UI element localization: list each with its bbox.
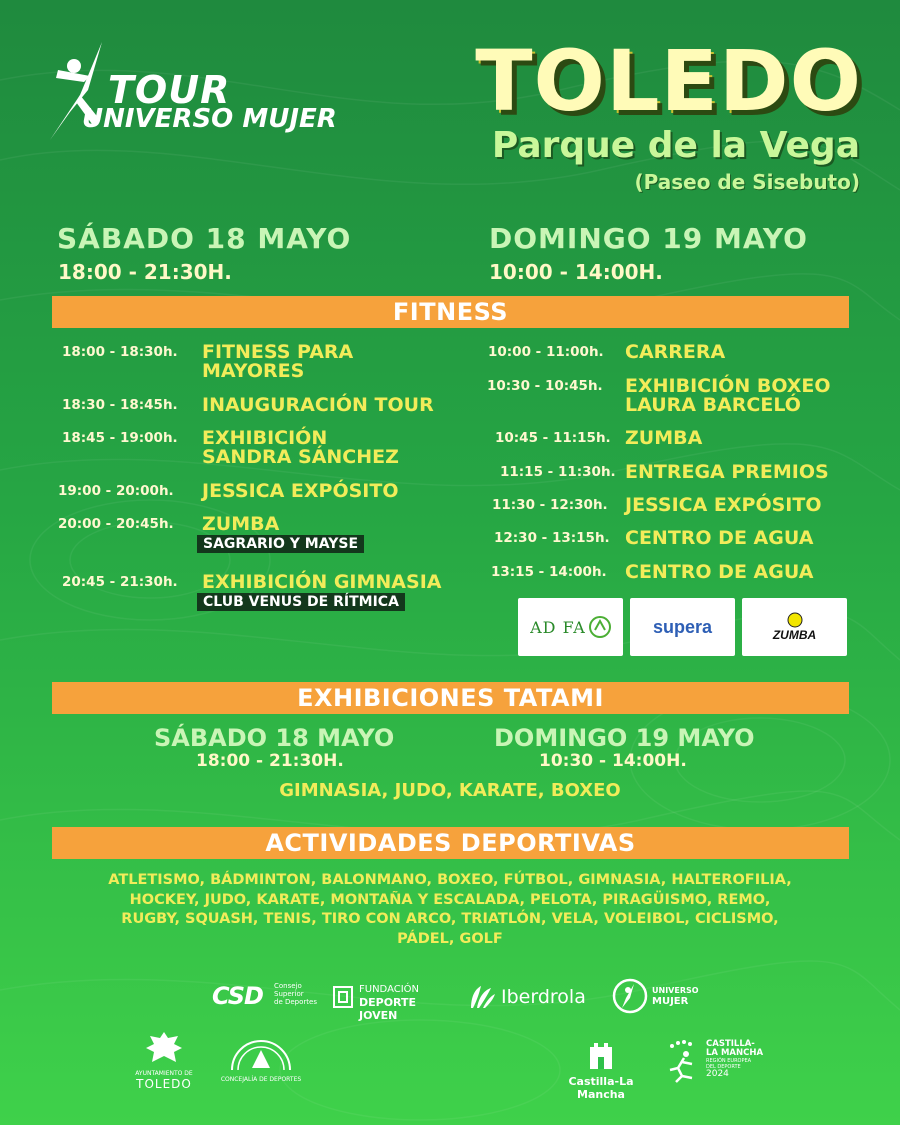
supera-logo	[630, 598, 735, 656]
slot-time: 12:30 - 13:15h.	[494, 530, 610, 546]
sunday-title: DOMINGO 19 MAYO	[489, 222, 808, 255]
sports-line: ATLETISMO, BÁDMINTON, BALONMANO, BOXEO, FÚTBOL, GIMNASIA, HALTEROFILIA,	[108, 872, 792, 888]
region-line: REGIÓN EUROPEA	[706, 1058, 752, 1064]
adfa-emblem-icon	[589, 616, 611, 638]
slot-time: 18:00 - 18:30h.	[62, 344, 178, 360]
concejalia-arch-icon	[226, 1032, 296, 1072]
csd-logo	[212, 982, 322, 1014]
tatami-saturday-title: SÁBADO 18 MAYO	[154, 724, 395, 752]
csd-mark: CSD	[212, 982, 263, 1010]
ayuntamiento-toledo-logo	[132, 1030, 196, 1090]
venue-title: Parque de la Vega	[491, 125, 860, 166]
ayuntamiento-line-1: AYUNTAMIENTO DE	[135, 1070, 193, 1077]
slot-activity: CARRERA	[625, 341, 726, 363]
slot-time: 18:45 - 19:00h.	[62, 430, 178, 446]
fundacion-line-1: FUNDACIÓN	[359, 984, 420, 995]
iberdrola-logo	[467, 982, 587, 1012]
logo-line-1: TOUR	[108, 68, 231, 112]
slot-activity: EXHIBICIÓN	[202, 427, 328, 449]
slot-activity: ENTREGA PREMIOS	[625, 461, 829, 483]
slot-activity: EXHIBICIÓN BOXEO	[625, 375, 831, 397]
slot-time: 18:30 - 18:45h.	[62, 397, 178, 413]
slot-activity: CENTRO DE AGUA	[625, 527, 814, 549]
sports-line: HOCKEY, JUDO, KARATE, MONTAÑA Y ESCALADA, PELOTA, PIRAGÜISMO, REMO,	[129, 891, 771, 908]
slot-activity: CENTRO DE AGUA	[625, 561, 814, 583]
sports-list	[0, 871, 900, 949]
slot-time: 19:00 - 20:00h.	[58, 483, 174, 499]
saturday-title: SÁBADO 18 MAYO	[57, 222, 352, 255]
csd-text	[274, 982, 317, 1006]
concejalia-deportes-logo	[220, 1032, 302, 1088]
universo-mujer-line-1: UNIVERSO	[652, 986, 699, 995]
universo-mujer-emblem-icon	[612, 978, 648, 1014]
zumba-logo-text: ZUMBA	[772, 628, 817, 642]
tour-universo-mujer-logo	[40, 40, 360, 150]
sunday-hours: 10:00 - 14:00H.	[489, 260, 663, 284]
city-title: TOLEDO	[475, 32, 862, 130]
fundacion-deporte-joven-logo	[333, 984, 443, 1022]
clm-castle-icon	[586, 1033, 616, 1071]
fitness-banner: FITNESS	[52, 296, 849, 328]
slot-activity: JESSICA EXPÓSITO	[202, 480, 399, 502]
slot-activity: SANDRA SÁNCHEZ	[202, 446, 399, 468]
tatami-sunday-title: DOMINGO 19 MAYO	[494, 724, 755, 752]
slot-activity: EXHIBICIÓN GIMNASIA	[202, 571, 442, 593]
region-line: 2024	[706, 1069, 729, 1079]
zumba-logo	[742, 598, 847, 656]
concejalia-text: CONCEJALÍA DE DEPORTES	[220, 1076, 302, 1083]
fundacion-line-2: DEPORTE JOVEN	[359, 996, 417, 1022]
running-figure-icon	[664, 1040, 702, 1084]
tatami-saturday-hours: 18:00 - 21:30H.	[196, 751, 344, 771]
sports-line: RUGBY, SQUASH, TENIS, TIRO CON ARCO, TRIATLÓN, VELA, VOLEIBOL, CICLISMO,	[121, 911, 779, 927]
slot-activity: ZUMBA	[202, 513, 280, 535]
adfa-logo	[518, 598, 623, 656]
saturday-hours: 18:00 - 21:30H.	[58, 260, 232, 284]
slot-activity: INAUGURACIÓN TOUR	[202, 394, 434, 416]
tatami-banner: EXHIBICIONES TATAMI	[52, 682, 849, 714]
iberdrola-text: Iberdrola	[501, 986, 586, 1008]
universo-mujer-line-2: MUJER	[652, 996, 689, 1007]
fundacion-emblem-icon	[333, 986, 353, 1008]
slot-time: 20:00 - 20:45h.	[58, 516, 174, 532]
csd-text-line: Superior	[274, 990, 304, 998]
csd-text-line: Consejo	[274, 982, 302, 990]
sports-banner: ACTIVIDADES DEPORTIVAS	[52, 827, 849, 859]
sports-line: PÁDEL, GOLF	[397, 930, 503, 947]
castilla-la-mancha-logo	[553, 1033, 649, 1101]
tatami-disciplines: GIMNASIA, JUDO, KARATE, BOXEO	[279, 780, 621, 801]
clm-text: Castilla-La Mancha	[568, 1075, 634, 1101]
adfa-logo-text: AD FA	[530, 617, 586, 637]
slot-time: 10:45 - 11:15h.	[495, 430, 611, 446]
slot-time: 20:45 - 21:30h.	[62, 574, 178, 590]
supera-logo-text: supera	[652, 616, 713, 637]
csd-text-line: de Deportes	[274, 998, 317, 1006]
slot-activity: MAYORES	[202, 360, 305, 382]
slot-time: 11:15 - 11:30h.	[500, 464, 616, 480]
logo-line-2: UNIVERSO MUJER	[82, 104, 337, 134]
tatami-sunday-hours: 10:30 - 14:00H.	[539, 751, 687, 771]
zumba-flame-icon	[786, 612, 804, 628]
region-line: CASTILLA-	[706, 1039, 755, 1049]
toledo-coat-of-arms-icon	[144, 1030, 184, 1066]
ayuntamiento-line-2: TOLEDO	[136, 1077, 192, 1091]
slot-activity: ZUMBA	[625, 427, 703, 449]
slot-activity: JESSICA EXPÓSITO	[625, 494, 822, 516]
region-europea-deporte-logo	[664, 1040, 774, 1086]
iberdrola-leaf-icon	[467, 984, 497, 1010]
region-text	[706, 1040, 763, 1079]
slot-instructor-tag: SAGRARIO Y MAYSE	[197, 535, 364, 553]
slot-time: 11:30 - 12:30h.	[492, 497, 608, 513]
slot-instructor-tag: CLUB VENUS DE RÍTMICA	[197, 593, 405, 611]
slot-activity: FITNESS PARA	[202, 341, 354, 363]
region-line: DEL DEPORTE	[706, 1064, 741, 1070]
slot-activity: LAURA BARCELÓ	[625, 394, 801, 416]
region-line: LA MANCHA	[706, 1048, 764, 1058]
slot-time: 10:00 - 11:00h.	[488, 344, 604, 360]
slot-time: 10:30 - 10:45h.	[487, 378, 603, 394]
universo-mujer-logo	[612, 978, 702, 1016]
venue-detail: (Paseo de Sisebuto)	[634, 170, 860, 194]
slot-time: 13:15 - 14:00h.	[491, 564, 607, 580]
